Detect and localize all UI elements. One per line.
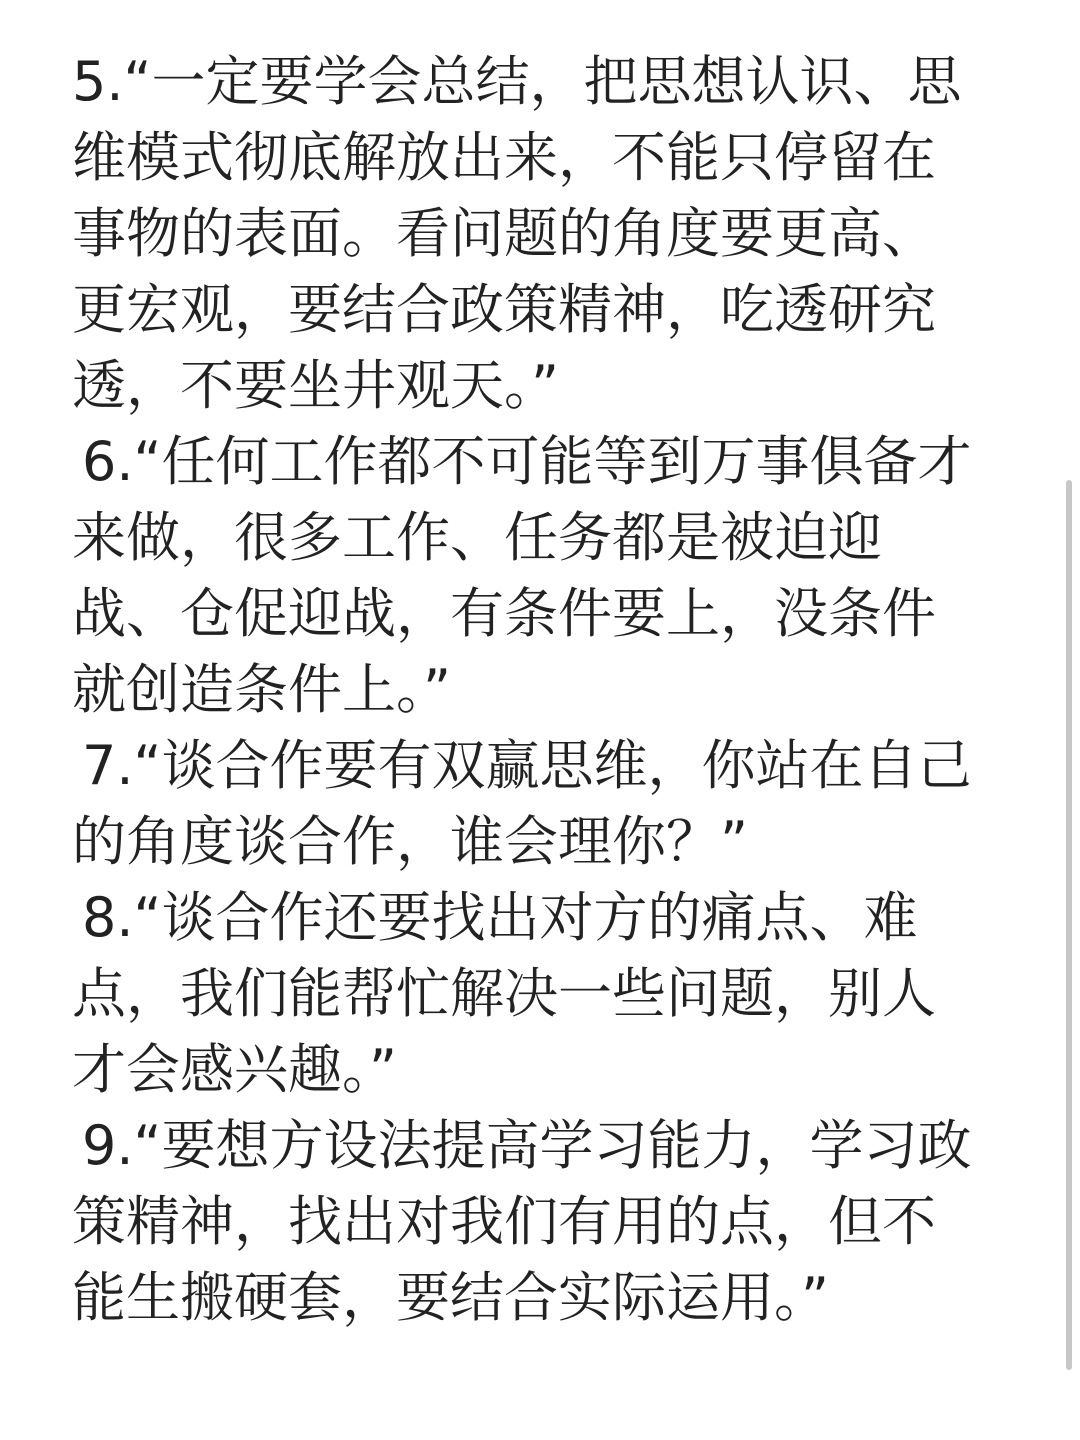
text-line: 6.“任何工作都不可能等到万事俱备才 <box>82 430 972 493</box>
text-line: 7.“谈合作要有双赢思维，你站在自己 <box>82 734 972 797</box>
quote-item-7 <box>72 728 1012 880</box>
text-line: 的角度谈合作，谁会理你？” <box>72 810 748 873</box>
text-line: 就创造条件上。” <box>72 658 451 721</box>
quote-item-6 <box>72 424 1012 728</box>
quote-item-5 <box>72 44 1012 424</box>
text-line: 战、仓促迎战，有条件要上，没条件 <box>72 582 936 645</box>
text-line: 点，我们能帮忙解决一些问题，别人 <box>72 962 936 1025</box>
text-line: 8.“谈合作还要找出对方的痛点、难 <box>82 886 918 949</box>
vertical-scrollbar[interactable] <box>1066 480 1072 1370</box>
text-line: 更宏观，要结合政策精神，吃透研究 <box>72 278 936 341</box>
text-line: 能生搬硬套，要结合实际运用。” <box>72 1266 829 1329</box>
quote-item-8 <box>72 880 1012 1108</box>
text-line: 才会感兴趣。” <box>72 1038 397 1101</box>
quote-item-9 <box>72 1108 1012 1336</box>
text-line: 维模式彻底解放出来，不能只停留在 <box>72 126 936 189</box>
text-line: 5.“一定要学会总结，把思想认识、思 <box>72 50 962 113</box>
text-line: 策精神，找出对我们有用的点，但不 <box>72 1190 936 1253</box>
text-line: 来做，很多工作、任务都是被迫迎 <box>72 506 882 569</box>
text-line: 事物的表面。看问题的角度要更高、 <box>72 202 936 265</box>
quote-list <box>72 44 1012 1336</box>
text-line: 透，不要坐井观天。” <box>72 354 559 417</box>
text-line: 9.“要想方设法提高学习能力，学习政 <box>82 1114 972 1177</box>
